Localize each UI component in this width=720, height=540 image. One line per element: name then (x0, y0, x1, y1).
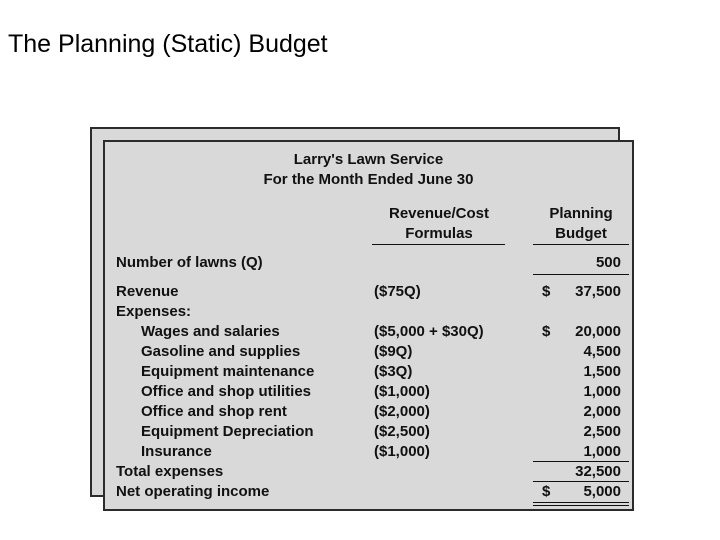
net-income-double-underline-2 (533, 505, 629, 506)
expense-amount: 2,500 (583, 423, 621, 440)
expense-formula: ($1,000) (374, 443, 430, 460)
expense-label: Insurance (141, 443, 212, 460)
expense-amount: 20,000 (575, 323, 621, 340)
expense-formula: ($9Q) (374, 343, 413, 360)
expense-amount: 4,500 (583, 343, 621, 360)
expense-label: Wages and salaries (141, 323, 280, 340)
net-income-double-underline-1 (533, 502, 629, 503)
expense-formula: ($3Q) (374, 363, 413, 380)
formula-header-2: Formulas (405, 225, 473, 242)
expense-formula: ($1,000) (374, 383, 430, 400)
budget-header-1: Planning (549, 205, 613, 222)
total-expenses-amount: 32,500 (575, 463, 621, 480)
expense-label: Equipment maintenance (141, 363, 315, 380)
lawns-underline (533, 274, 629, 275)
expense-formula: ($2,000) (374, 403, 430, 420)
expense-currency: $ (542, 323, 551, 340)
revenue-formula: ($75Q) (374, 283, 421, 300)
revenue-label: Revenue (116, 283, 179, 300)
net-income-label: Net operating income (116, 483, 270, 500)
expense-label: Office and shop rent (141, 403, 287, 420)
net-income-amount: 5,000 (583, 483, 621, 500)
expense-formula: ($2,500) (374, 423, 430, 440)
budget-report-card (103, 140, 634, 511)
expense-amount: 2,000 (583, 403, 621, 420)
expenses-label: Expenses: (116, 303, 192, 320)
revenue-amount: 37,500 (575, 283, 621, 300)
lawns-label: Number of lawns (Q) (116, 254, 263, 271)
company-name: Larry's Lawn Service (293, 151, 444, 168)
expense-amount: 1,000 (583, 443, 621, 460)
budget-header-underline (533, 244, 629, 245)
slide-title: The Planning (Static) Budget (8, 30, 328, 58)
expense-label: Office and shop utilities (141, 383, 312, 400)
net-income-currency: $ (542, 483, 551, 500)
lawns-amount: 500 (595, 254, 621, 271)
expense-label: Equipment Depreciation (141, 423, 314, 440)
formula-header-underline (372, 244, 505, 245)
total-expenses-label: Total expenses (116, 463, 224, 480)
budget-header-2: Budget (555, 225, 607, 242)
revenue-currency: $ (542, 283, 551, 300)
expense-label: Gasoline and supplies (141, 343, 301, 360)
expense-amount: 1,000 (583, 383, 621, 400)
expense-amount: 1,500 (583, 363, 621, 380)
report-period: For the Month Ended June 30 (263, 171, 474, 188)
formula-header-1: Revenue/Cost (388, 205, 490, 222)
expense-formula: ($5,000 + $30Q) (374, 323, 484, 340)
